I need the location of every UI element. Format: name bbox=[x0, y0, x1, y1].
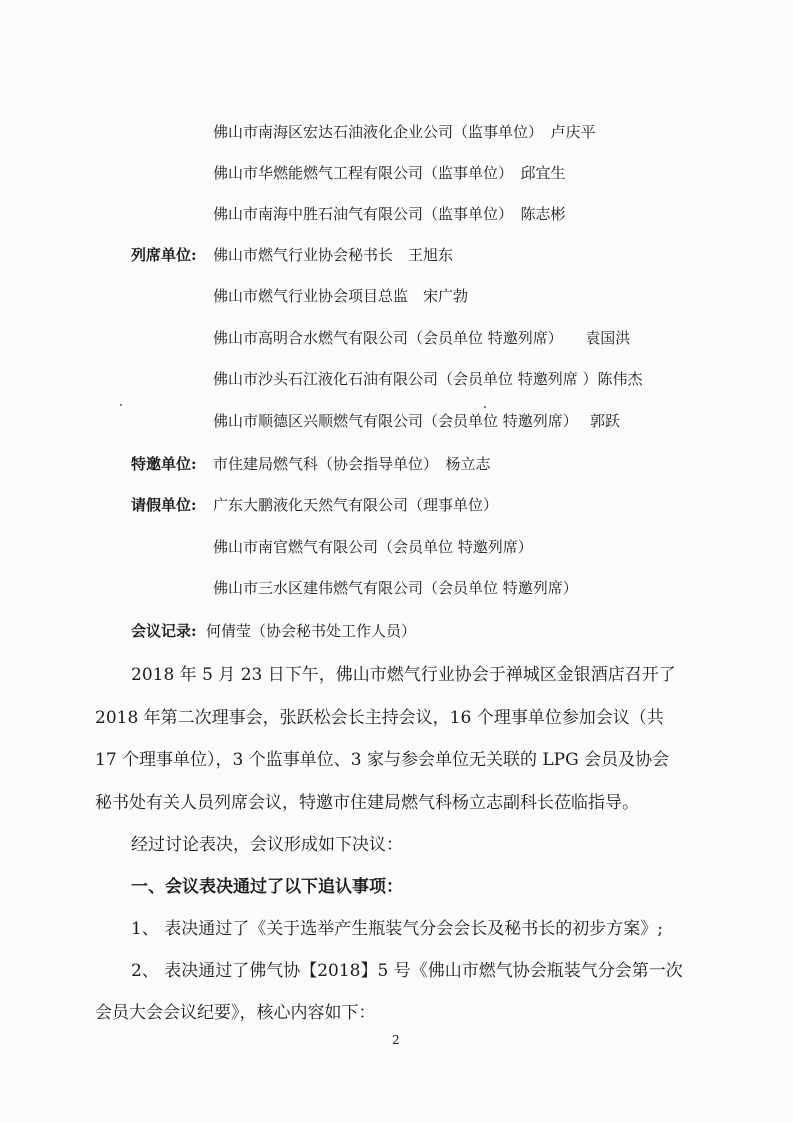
special-invite-label: 特邀单位: bbox=[131, 455, 197, 473]
body-paragraph-line: 经过讨论表决，会议形成如下决议： bbox=[131, 835, 403, 855]
body-paragraph-line: 17 个理事单位），3 个监事单位、3 家与参会单位无关联的 LPG 会员及协会 bbox=[95, 750, 670, 770]
leave-label: 请假单位: bbox=[131, 496, 197, 514]
attendee-line: 佛山市顺德区兴顺燃气有限公司（会员单位 特邀列席） 郭跃 bbox=[213, 412, 621, 430]
body-paragraph-line: 2018 年第二次理事会，张跃松会长主持会议，16 个理事单位参加会议（共 bbox=[95, 708, 664, 728]
scan-speck bbox=[484, 406, 486, 408]
body-paragraph-line: 2018 年 5 月 23 日下午，佛山市燃气行业协会于禅城区金银酒店召开了 bbox=[131, 665, 676, 685]
attendee-line: 佛山市燃气行业协会项目总监 宋广勃 bbox=[213, 287, 469, 305]
leave-line: 佛山市南官燃气有限公司（会员单位 特邀列席） bbox=[213, 538, 533, 556]
attendee-line: 佛山市高明合水燃气有限公司（会员单位 特邀列席） 袁国洪 bbox=[213, 329, 631, 347]
leave-line: 佛山市三水区建伟燃气有限公司（会员单位 特邀列席） bbox=[213, 579, 578, 597]
resolution-item: 2、 表决通过了佛气协【2018】5 号《佛山市燃气协会瓶装气分会第一次 bbox=[131, 961, 683, 981]
special-invite-text: 市住建局燃气科（协会指导单位） 杨立志 bbox=[213, 455, 491, 473]
supervisor-line: 佛山市华燃能燃气工程有限公司（监事单位） 邱宜生 bbox=[213, 164, 566, 182]
attendees-label: 列席单位: bbox=[131, 246, 197, 264]
page-number: 2 bbox=[392, 1033, 400, 1047]
recorder-text: 何倩莹（协会秘书处工作人员） bbox=[206, 622, 417, 640]
scan-speck bbox=[120, 404, 122, 406]
section-heading: 一、会议表决通过了以下追认事项： bbox=[131, 877, 403, 897]
attendee-line: 佛山市沙头石江液化石油有限公司（会员单位 特邀列席 ）陈伟杰 bbox=[213, 370, 643, 388]
supervisor-line: 佛山市南海中胜石油气有限公司（监事单位） 陈志彬 bbox=[213, 205, 566, 223]
resolution-item: 1、 表决通过了《关于选举产生瓶装气分会会长及秘书长的初步方案》; bbox=[131, 919, 663, 939]
body-paragraph-line: 秘书处有关人员列席会议，特邀市住建局燃气科杨立志副科长莅临指导。 bbox=[95, 793, 639, 813]
supervisor-line: 佛山市南海区宏达石油液化企业公司（监事单位） 卢庆平 bbox=[213, 123, 596, 141]
resolution-item: 会员大会会议纪要》，核心内容如下： bbox=[95, 1003, 376, 1023]
leave-line: 广东大鹏液化天然气有限公司（理事单位） bbox=[213, 496, 499, 514]
attendee-line: 佛山市燃气行业协会秘书长 王旭东 bbox=[213, 246, 454, 264]
recorder-label: 会议记录: bbox=[131, 622, 197, 640]
